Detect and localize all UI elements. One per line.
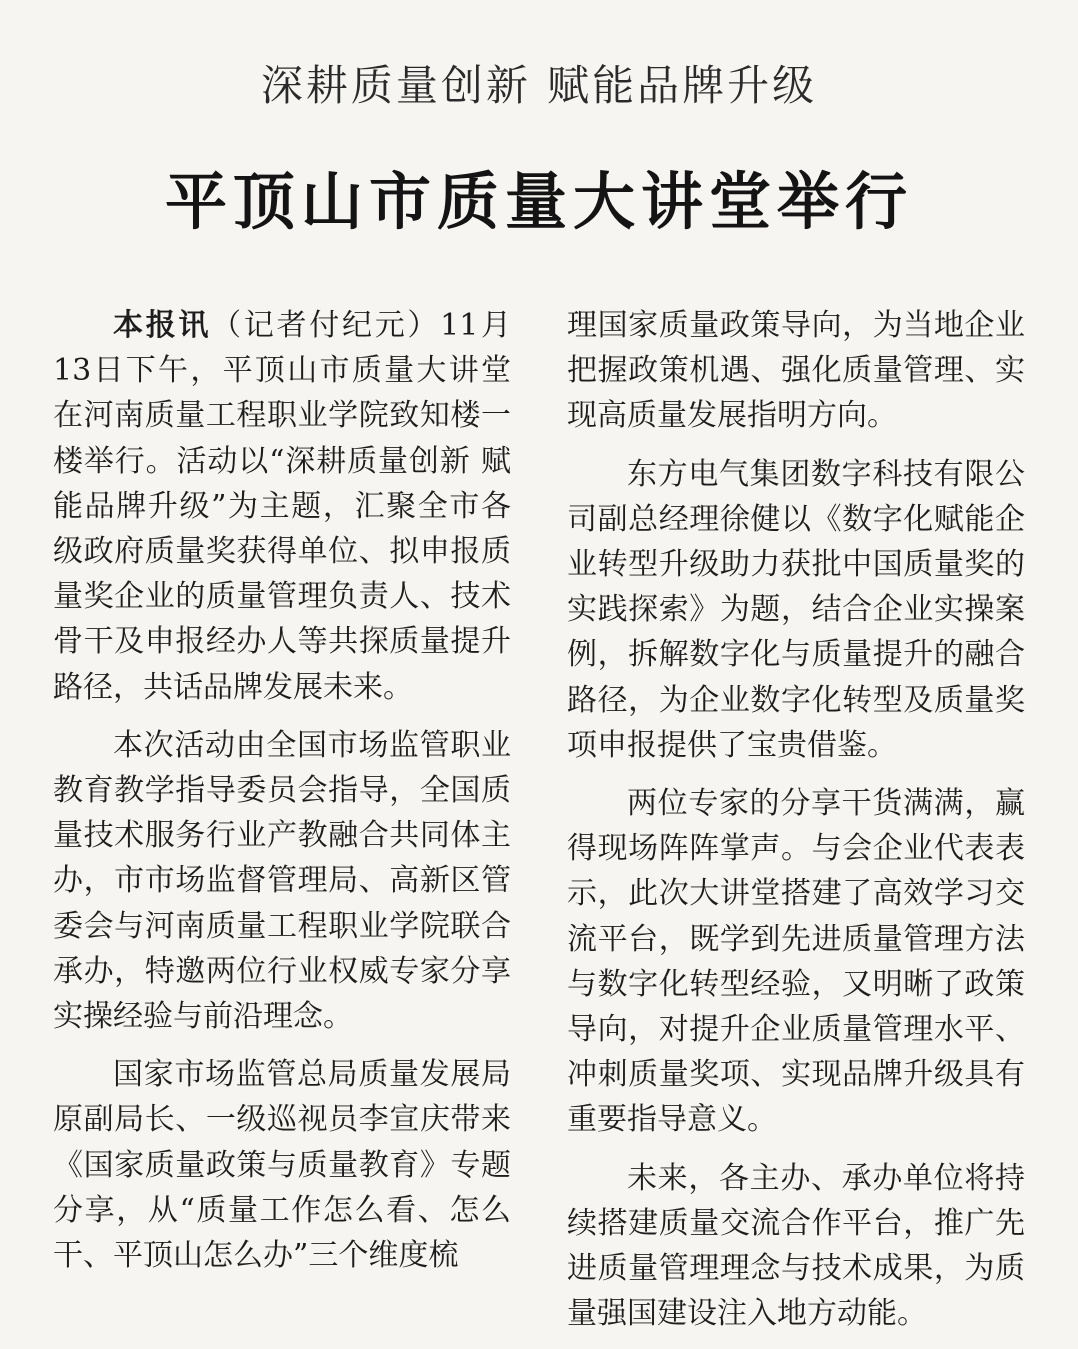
article-paragraph-continued: 理国家质量政策导向，为当地企业把握政策机遇、强化质量管理、实现高质量发展指明方向。 [567, 308, 1025, 434]
article-subtitle: 深耕质量创新 赋能品牌升级 [260, 61, 818, 110]
byline: （记者付纪元） [211, 308, 441, 343]
article-paragraph: 两位专家的分享干货满满，赢得现场阵阵掌声。与会企业代表表示，此次大讲堂搭建了高效学习交流平台，既学到先进质量管理方法与数字化转型经验，又明晰了政策导向，对提升企业质量管理水平、冲刺质量奖项、实现品牌升级具有重要指导意义。 [567, 786, 1025, 1138]
article-column-right [567, 303, 1025, 1349]
article-column-left [53, 303, 511, 1291]
article-paragraph [53, 303, 511, 710]
article-headline: 平顶山市质量大讲堂举行 [164, 165, 913, 238]
article-paragraph: 东方电气集团数字科技有限公司副总经理徐健以《数字化赋能企业转型升级助力获批中国质量奖的实践探索》为题，结合企业实操案例，拆解数字化与质量提升的融合路径，为企业数字化转型及质量奖项申报提供了宝贵借鉴。 [567, 456, 1025, 763]
paragraph-text: 11月13日下午，平顶山市质量大讲堂在河南质量工程职业学院致知楼一楼举行。活动以“深耕质量创新 赋能品牌升级”为主题，汇聚全市各级政府质量奖获得单位、拟申报质量奖企业的质量管理负责人、技术骨干及申报经办人等共探质量提升路径，共话品牌发展未来。 [53, 308, 512, 705]
article-paragraph: 本次活动由全国市场监管职业教育教学指导委员会指导，全国质量技术服务行业产教融合共同体主办，市市场监督管理局、高新区管委会与河南质量工程职业学院联合承办，特邀两位行业权威专家分享实操经验与前沿理念。 [53, 727, 511, 1035]
article-paragraph: 国家市场监管总局质量发展局原副局长、一级巡视员李宣庆带来《国家质量政策与质量教育》专题分享，从“质量工作怎么看、怎么干、平顶山怎么办”三个维度梳 [53, 1057, 511, 1274]
article-paragraph: 未来，各主办、承办单位将持续搭建质量交流合作平台，推广先进质量管理理念与技术成果，为质量强国建设注入地方动能。 [567, 1160, 1025, 1332]
lead-label: 本报讯 [113, 308, 212, 343]
